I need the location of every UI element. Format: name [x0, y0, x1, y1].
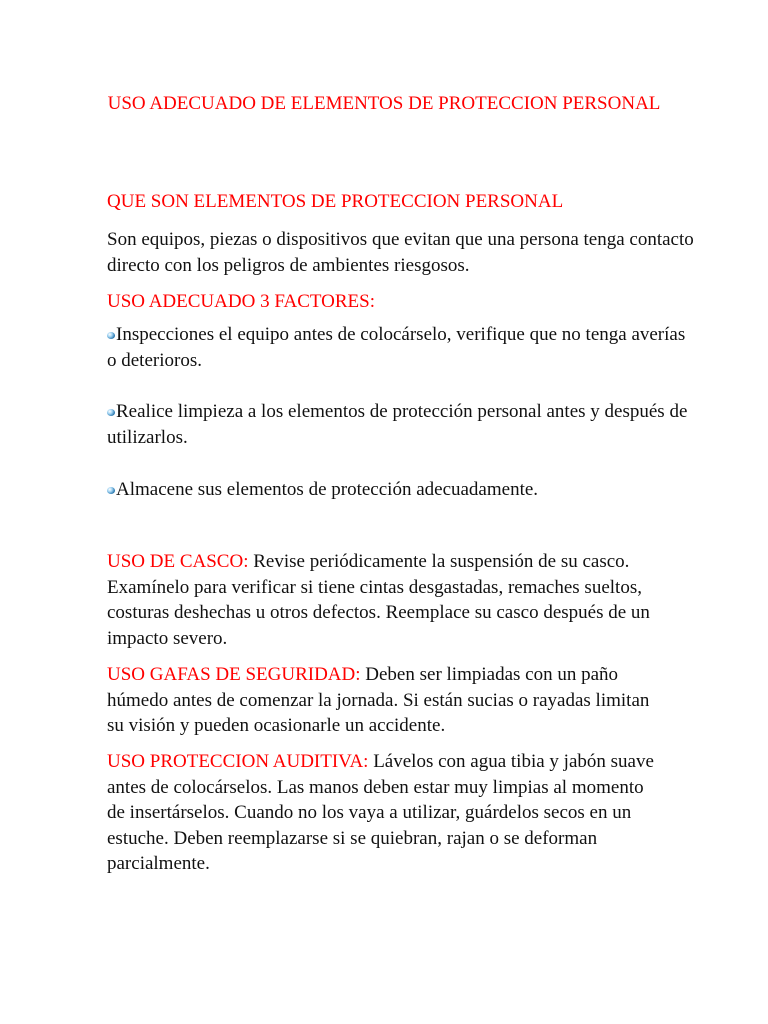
- section-body-definition: Son equipos, piezas o dispositivos que evitan que una persona tenga contacto directo con los peligros de ambientes riesgosos.: [107, 229, 694, 276]
- paragraph-auditiva: [107, 749, 657, 877]
- paragraph-gafas: [107, 662, 657, 739]
- bullet-item-text: Realice limpieza a los elementos de protección personal antes y después de utilizarlos.: [107, 401, 688, 448]
- sphere-bullet-icon: [107, 487, 115, 494]
- bullet-item-clean: [107, 399, 697, 450]
- bullet-item-text: Inspecciones el equipo antes de colocárselo, verifique que no tenga averías o deterioros.: [107, 324, 686, 371]
- paragraph-casco: [107, 549, 667, 651]
- sphere-bullet-icon: [107, 332, 115, 339]
- bullet-item-store: [107, 477, 697, 503]
- document-title: USO ADECUADO DE ELEMENTOS DE PROTECCION PERSONAL: [107, 93, 661, 114]
- gafas-text: Deben ser limpiadas con un paño húmedo antes de comenzar la jornada. Si están sucias o rayadas limitan su visión y pueden ocasionarle un accidente.: [107, 664, 650, 736]
- section-heading-what-are: QUE SON ELEMENTOS DE PROTECCION PERSONAL: [107, 191, 564, 212]
- casco-text: Revise periódicamente la suspensión de su casco. Examínelo para verificar si tiene cintas desgastadas, remaches sueltos, costuras deshechas u otros defectos. Reemplace su casco después de un impacto severo.: [107, 551, 650, 649]
- casco-label: USO DE CASCO:: [107, 551, 249, 572]
- auditiva-label: USO PROTECCION AUDITIVA:: [107, 751, 369, 772]
- section-heading-factors: USO ADECUADO 3 FACTORES:: [107, 291, 375, 312]
- gafas-label: USO GAFAS DE SEGURIDAD:: [107, 664, 361, 685]
- bullet-item-text: Almacene sus elementos de protección adecuadamente.: [116, 479, 539, 500]
- auditiva-text: Lávelos con agua tibia y jabón suave antes de colocárselos. Las manos deben estar muy limpias al momento de insertárselos. Cuando no los vaya a utilizar, guárdelos secos en un estuche. Deben reemplazarse si se quiebran, rajan o se deforman parcialmente.: [107, 751, 654, 874]
- sphere-bullet-icon: [107, 409, 115, 416]
- bullet-item-inspect: [107, 322, 697, 373]
